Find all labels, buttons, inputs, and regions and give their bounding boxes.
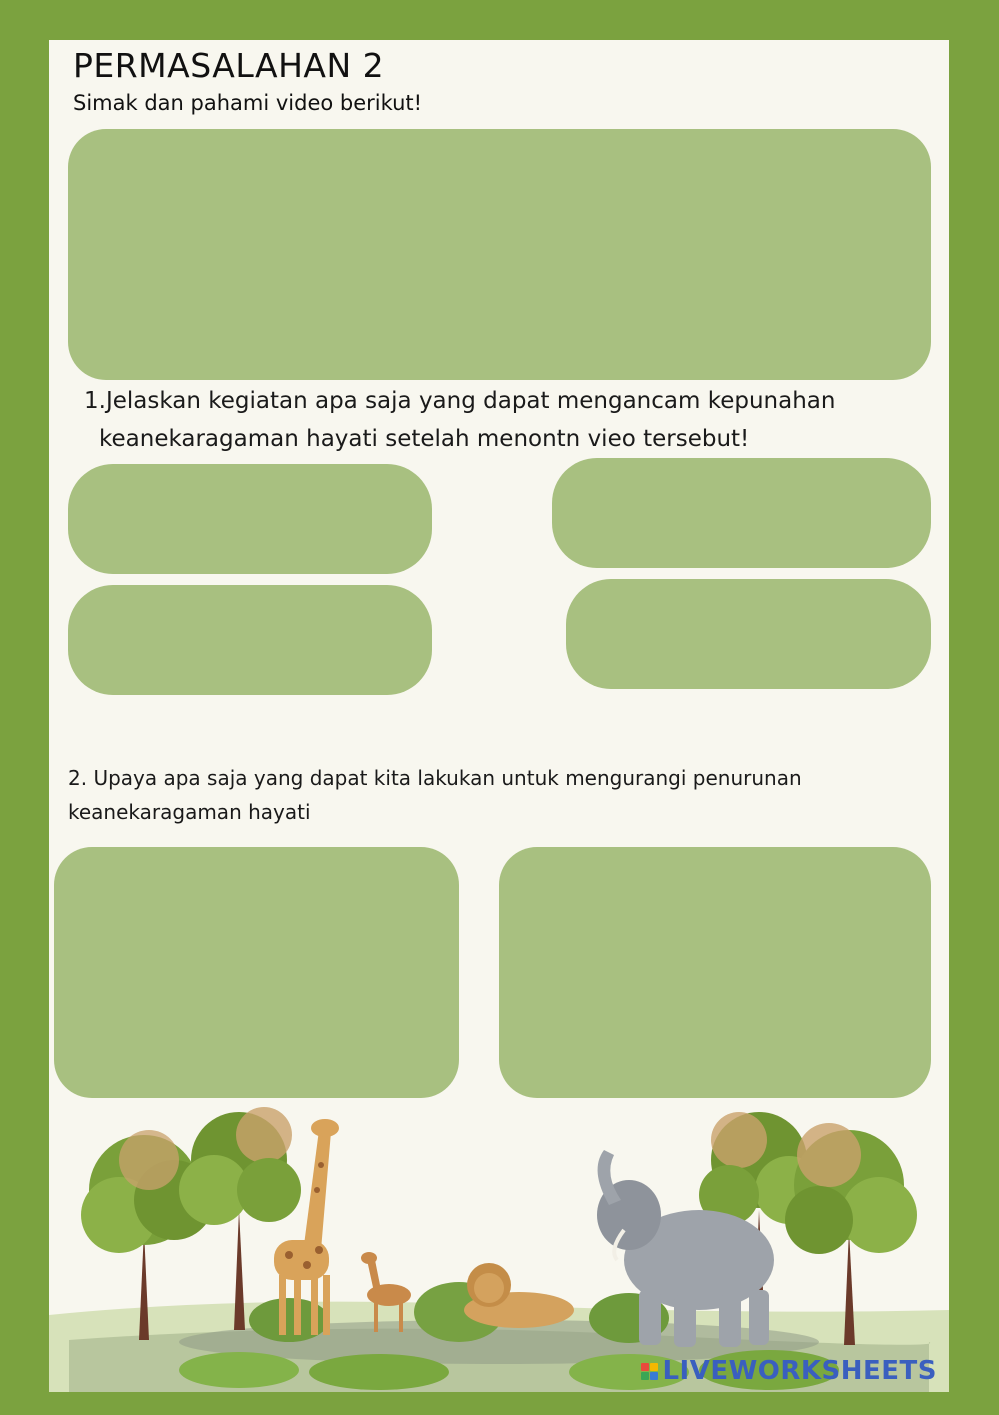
answer-2a-box[interactable] [54,847,459,1098]
liveworksheets-logo-icon [641,1363,658,1380]
question-2-line-2: keanekaragaman hayati [68,800,311,824]
question-1-line-2: keanekaragaman hayati setelah menontn vieo tersebut! [99,426,750,452]
question-2-line-1: 2. Upaya apa saja yang dapat kita lakukan untuk mengurangi penurunan [68,766,802,790]
worksheet-page [49,40,949,1392]
question-1-line-1: 1.Jelaskan kegiatan apa saja yang dapat mengancam kepunahan [84,388,836,414]
answer-1a-box[interactable] [68,464,432,574]
answer-2b-box[interactable] [499,847,931,1098]
savanna-illustration [49,1080,949,1392]
video-box[interactable] [68,129,931,380]
answer-1b-box[interactable] [552,458,931,568]
lion-icon [464,1263,574,1328]
watermark-text: LIVEWORKSHEETS [662,1356,937,1386]
page-subtitle: Simak dan pahami video berikut! [73,91,423,115]
answer-1c-box[interactable] [68,585,432,695]
answer-1d-box[interactable] [566,579,931,689]
page-title: PERMASALAHAN 2 [73,46,385,85]
liveworksheets-watermark[interactable] [641,1356,937,1386]
